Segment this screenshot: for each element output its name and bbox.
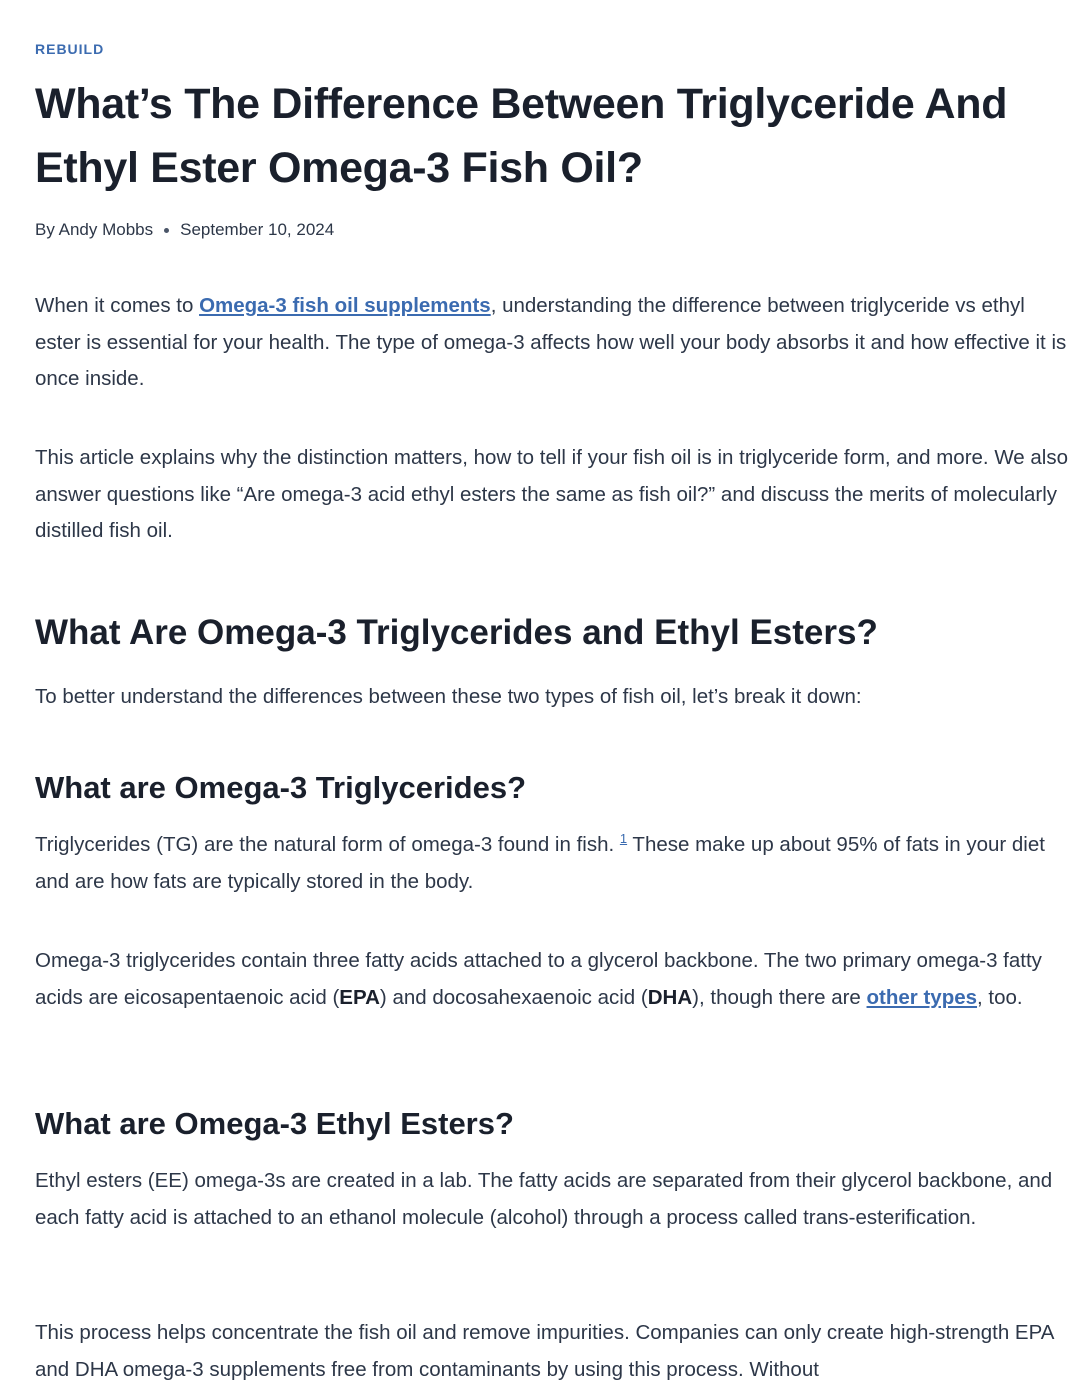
text-span: ) and docosahexaenoic acid ( — [379, 985, 648, 1009]
paragraph-6: Ethyl esters (EE) omega-3s are created in a lab. The fatty acids are separated from their glycerol backbone, and each fatty acid is attached to an ethanol molecule (alcohol) through a process called trans-esterification. — [35, 1169, 1053, 1229]
text-span: ), though there are — [692, 985, 867, 1009]
intro-paragraph — [35, 288, 1072, 398]
page-title: What’s The Difference Between Triglyceride And Ethyl Ester Omega-3 Fish Oil? — [35, 80, 1008, 192]
text-span: Triglycerides (TG) are the natural form of omega-3 found in fish. — [35, 833, 620, 856]
paragraph-4 — [35, 827, 1072, 900]
paragraph-7: This process helps concentrate the fish oil and remove impurities. Companies can only create high-strength EPA and DHA omega-3 supplements free from contaminants by using this process. Without — [35, 1321, 1054, 1381]
paragraph-5 — [35, 943, 1072, 1016]
subheading-triglycerides: What are Omega-3 Triglycerides? — [35, 770, 527, 805]
post-meta — [35, 220, 334, 240]
other-types-link[interactable]: other types — [866, 985, 978, 1009]
post-date: September 10, 2024 — [180, 220, 335, 239]
author-byline[interactable]: By Andy Mobbs — [35, 220, 154, 239]
epa-term: EPA — [339, 985, 380, 1009]
paragraph-2: This article explains why the distinction matters, how to tell if your fish oil is in triglyceride form, and more. We also answer questions like “Are omega-3 acid ethyl esters the same as fish oil?” and discuss the merits of molecularly distilled fish oil. — [35, 446, 1068, 542]
text-span: , understanding the difference between triglyceride vs ethyl ester is essential for your health. The type of omega-3 affects how well your body absorbs it and how effective it is once inside. — [35, 294, 1067, 390]
text-span: Omega-3 triglycerides contain three fatty acids attached to a glycerol backbone. The two primary omega-3 fatty acids are eicosapentaenoic acid ( — [35, 949, 1042, 1009]
text-span: , too. — [977, 985, 1023, 1009]
footnote-link[interactable]: 1 — [619, 831, 628, 846]
paragraph-3: To better understand the differences between these two types of fish oil, let’s break it down: — [35, 685, 862, 708]
category-link[interactable]: REBUILD — [35, 41, 105, 57]
text-span: These make up about 95% of fats in your diet and are how fats are typically stored in the body. — [35, 833, 1045, 893]
section-heading-1: What Are Omega-3 Triglycerides and Ethyl Esters? — [35, 613, 878, 652]
dha-term: DHA — [647, 985, 693, 1009]
omega3-supplements-link[interactable]: Omega-3 fish oil supplements — [199, 294, 491, 317]
separator-dot-icon — [164, 228, 169, 233]
text-span: When it comes to — [35, 294, 200, 317]
subheading-ethyl-esters: What are Omega-3 Ethyl Esters? — [35, 1106, 514, 1141]
